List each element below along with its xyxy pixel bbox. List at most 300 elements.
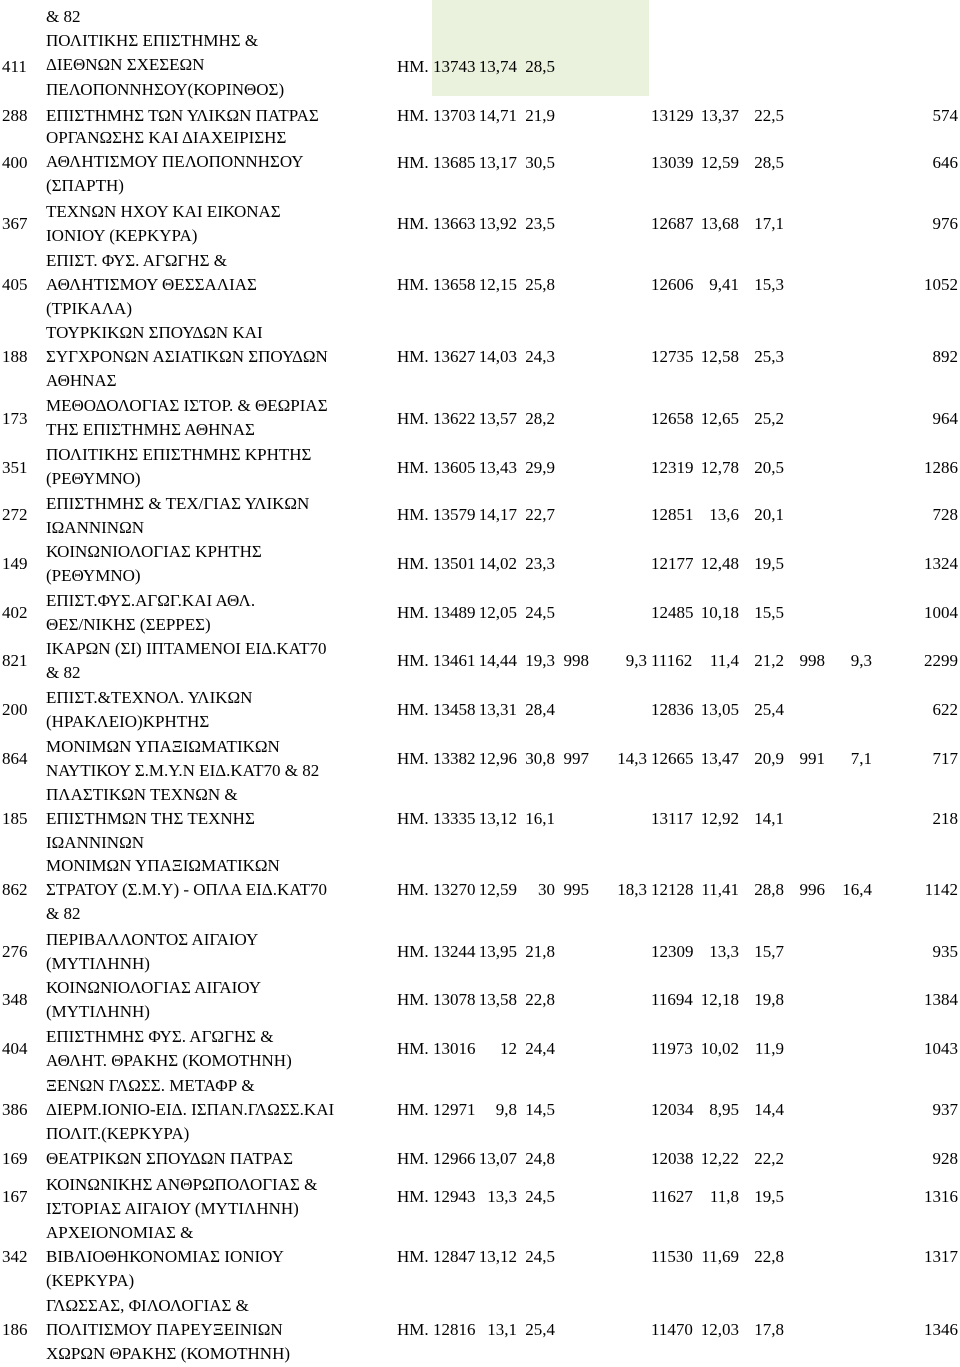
- rank: 2299: [924, 651, 958, 670]
- base-2: 12,22: [700, 1149, 739, 1168]
- department-name-line: ΜΕΘΟΔΟΛΟΓΙΑΣ ΙΣΤΟΡ. & ΘΕΩΡΙΑΣ: [46, 396, 328, 415]
- department-code: 862: [2, 880, 28, 899]
- score-2: 12034: [651, 1100, 694, 1119]
- base-1: 12,96: [478, 749, 517, 768]
- base-2: 11,69: [701, 1247, 739, 1266]
- department-code: 342: [2, 1247, 28, 1266]
- special-3: 996: [799, 880, 825, 899]
- score-1: 13270: [433, 880, 476, 899]
- department-name-line: ΔΙΕΘΝΩΝ ΣΧΕΣΕΩΝ: [46, 55, 205, 75]
- rank: 937: [932, 1100, 958, 1119]
- department-name-line: (ΜΥΤΙΛΗΝΗ): [46, 1002, 150, 1022]
- base-1: 14,02: [478, 554, 517, 573]
- department-name-line: (ΡΕΘΥΜΝΟ): [46, 566, 141, 586]
- department-name-line: ΝΑΥΤΙΚΟΥ Σ.Μ.Υ.Ν ΕΙΔ.ΚΑΤ70 & 82: [46, 761, 320, 781]
- percent-1: 24,5: [525, 1187, 555, 1206]
- department-name-line: ΠΟΛΙΤΙΣΜΟΥ ΠΑΡΕΥΞΕΙΝΙΩΝ: [46, 1320, 283, 1340]
- department-name-line: ΓΛΩΣΣΑΣ, ΦΙΛΟΛΟΓΙΑΣ &: [46, 1296, 249, 1315]
- rank: 1052: [924, 275, 958, 294]
- special-4: 9,3: [850, 651, 872, 670]
- base-1: 12,15: [478, 275, 517, 294]
- base-2: 11,4: [709, 651, 739, 670]
- score-1: 13335: [433, 809, 476, 828]
- department-name-line: ΚΟΙΝΩΝΙΚΗΣ ΑΝΘΡΩΠΟΛΟΓΙΑΣ &: [46, 1175, 318, 1194]
- base-1: 13,12: [478, 809, 517, 828]
- department-name-line: (ΤΡΙΚΑΛΑ): [46, 299, 132, 319]
- base-1: 13,31: [478, 700, 517, 719]
- hm-label: ΗΜ.: [397, 1149, 429, 1168]
- base-2: 11,41: [701, 880, 739, 899]
- percent-1: 29,9: [525, 458, 555, 477]
- department-name-line: ΕΠΙΣΤΗΜΩΝ ΤΗΣ ΤΕΧΝΗΣ: [46, 809, 255, 829]
- score-2: 12485: [651, 603, 694, 622]
- department-name-line: ΤΟΥΡΚΙΚΩΝ ΣΠΟΥΔΩΝ ΚΑΙ: [46, 323, 263, 342]
- score-2: 12735: [651, 347, 694, 366]
- score-2: 11694: [651, 990, 693, 1009]
- percent-2: 17,1: [754, 214, 784, 233]
- hm-label: ΗΜ.: [397, 554, 429, 573]
- department-name-line: ΠΟΛΙΤΙΚΗΣ ΕΠΙΣΤΗΜΗΣ ΚΡΗΤΗΣ: [46, 445, 312, 464]
- department-name: [46, 104, 396, 128]
- department-name-line: ΑΡΧΕΙΟΝΟΜΙΑΣ &: [46, 1223, 194, 1242]
- base-2: 10,18: [700, 603, 739, 622]
- department-name-line: ΙΟΝΙΟΥ (ΚΕΡΚΥΡΑ): [46, 226, 198, 246]
- base-1: 13,43: [478, 458, 517, 477]
- percent-2: 28,5: [754, 153, 784, 172]
- department-name: [46, 854, 396, 927]
- department-name-line: ΠΟΛΙΤΙΚΗΣ ΕΠΙΣΤΗΜΗΣ &: [46, 31, 259, 51]
- base-1: 13,92: [478, 214, 517, 233]
- percent-1: 25,8: [525, 275, 555, 294]
- hm-label: ΗΜ.: [397, 942, 429, 961]
- base-1: 13,57: [478, 409, 517, 428]
- base-2: 8,95: [709, 1100, 739, 1119]
- base-1: 13,3: [487, 1187, 517, 1206]
- score-1: 13579: [433, 505, 476, 524]
- base-2: 12,92: [700, 809, 739, 828]
- percent-2: 15,3: [754, 275, 784, 294]
- score-1: 13658: [433, 275, 476, 294]
- base-2: 12,58: [700, 347, 739, 366]
- highlighted-cell: [432, 0, 649, 96]
- percent-1: 24,8: [525, 1149, 555, 1168]
- department-name-line: ΘΕΑΤΡΙΚΩΝ ΣΠΟΥΔΩΝ ΠΑΤΡΑΣ: [46, 1149, 294, 1168]
- department-name-line: ΠΟΛΙΤ.(ΚΕΡΚΥΡΑ): [46, 1124, 190, 1144]
- department-name-line: ΙΣΤΟΡΙΑΣ ΑΙΓΑΙΟΥ (ΜΥΤΙΛΗΝΗ): [46, 1199, 299, 1219]
- base-2: 13,68: [700, 214, 739, 233]
- score-2: 13117: [651, 809, 693, 828]
- department-name: [46, 1221, 396, 1294]
- percent-1: 25,4: [525, 1320, 555, 1339]
- hm-label: ΗΜ.: [397, 880, 429, 899]
- rank: 717: [932, 749, 958, 768]
- hm-label: ΗΜ.: [397, 809, 429, 828]
- score-2: 12128: [651, 880, 694, 899]
- score-1: 13016: [433, 1039, 476, 1058]
- base-2: 12,65: [700, 409, 739, 428]
- score-1: 12816: [433, 1320, 476, 1339]
- score-2: 12038: [651, 1149, 694, 1168]
- percent-2: 22,5: [754, 106, 784, 125]
- hm-label: ΗΜ.: [397, 409, 429, 428]
- department-name: [46, 589, 396, 637]
- score-2: 12177: [651, 554, 694, 573]
- hm-label: ΗΜ.: [397, 1039, 429, 1058]
- department-name-line: ΧΩΡΩΝ ΘΡΑΚΗΣ (ΚΟΜΟΤΗΝΗ): [46, 1344, 291, 1364]
- base-2: 10,02: [700, 1039, 739, 1058]
- rank: 935: [932, 942, 958, 961]
- score-2: 12851: [651, 505, 694, 524]
- percent-1: 28,4: [525, 700, 555, 719]
- base-2: 13,3: [709, 942, 739, 961]
- department-name: [46, 1147, 396, 1171]
- base-1: 12,05: [478, 603, 517, 622]
- rank: 892: [932, 347, 958, 366]
- score-2: 12687: [651, 214, 694, 233]
- department-code: 169: [2, 1149, 28, 1168]
- department-name: [46, 637, 396, 685]
- department-name-line: ΘΕΣ/ΝΙΚΗΣ (ΣΕΡΡΕΣ): [46, 615, 211, 635]
- department-name-line: ΠΛΑΣΤΙΚΩΝ ΤΕΧΝΩΝ &: [46, 785, 238, 804]
- special-2: 14,3: [617, 749, 647, 768]
- department-name-line: ΜΟΝΙΜΩΝ ΥΠΑΞΙΩΜΑΤΙΚΩΝ: [46, 856, 280, 875]
- department-code: 272: [2, 505, 28, 524]
- score-1: 13501: [433, 554, 476, 573]
- hm-label: ΗΜ.: [397, 990, 429, 1009]
- rank: 622: [932, 700, 958, 719]
- hm-label: ΗΜ.: [397, 1100, 429, 1119]
- department-name: [46, 686, 396, 734]
- percent-2: 17,8: [754, 1320, 784, 1339]
- score-2: 12309: [651, 942, 694, 961]
- rank: 976: [932, 214, 958, 233]
- percent-1: 14,5: [525, 1100, 555, 1119]
- rank: 1346: [924, 1320, 958, 1339]
- score-2: 12665: [651, 749, 694, 768]
- special-1: 995: [563, 880, 589, 899]
- score-1: 13703: [433, 106, 476, 125]
- department-code: 188: [2, 347, 28, 366]
- hm-label: ΗΜ.: [397, 749, 429, 768]
- hm-label: ΗΜ.: [397, 1187, 429, 1206]
- hm-label: ΗΜ.: [397, 458, 429, 477]
- score-2: 11973: [651, 1039, 693, 1058]
- department-name-line: & 82: [46, 7, 81, 26]
- department-name-line: ΣΤΡΑΤΟΥ (Σ.Μ.Υ) - ΟΠΛΑ ΕΙΔ.ΚΑΤ70: [46, 880, 328, 900]
- percent-1: 30,8: [525, 749, 555, 768]
- department-name-line: ΕΠΙΣΤΗΜΗΣ & ΤΕΧ/ΓΙΑΣ ΥΛΙΚΩΝ: [46, 494, 310, 513]
- department-name-line: ΞΕΝΩΝ ΓΛΩΣΣ. ΜΕΤΑΦΡ &: [46, 1076, 255, 1095]
- base-2: 9,41: [709, 275, 739, 294]
- percent-1: 19,3: [525, 651, 555, 670]
- special-3: 998: [799, 651, 825, 670]
- special-2: 18,3: [617, 880, 647, 899]
- department-name-line: ΕΠΙΣΤΗΜΗΣ ΤΩΝ ΥΛΙΚΩΝ ΠΑΤΡΑΣ: [46, 106, 319, 125]
- score-1: 12943: [433, 1187, 476, 1206]
- department-name: [46, 492, 396, 540]
- special-3: 991: [799, 749, 825, 768]
- department-code: 821: [2, 651, 28, 670]
- base-2: 13,47: [700, 749, 739, 768]
- department-name-line: & 82: [46, 904, 81, 924]
- score-1: 13627: [433, 347, 476, 366]
- department-name-line: ΠΕΡΙΒΑΛΛΟΝΤΟΣ ΑΙΓΑΙΟΥ: [46, 930, 259, 949]
- percent-2: 22,2: [754, 1149, 784, 1168]
- department-name-line: (ΣΠΑΡΤΗ): [46, 176, 124, 196]
- percent-1: 24,3: [525, 347, 555, 366]
- department-code: 185: [2, 809, 28, 828]
- hm-label: ΗΜ.: [397, 505, 429, 524]
- hm-label: ΗΜ.: [397, 106, 429, 125]
- department-name: [46, 1025, 396, 1073]
- hm-label: ΗΜ.: [397, 700, 429, 719]
- percent-1: 16,1: [525, 809, 555, 828]
- department-code: 405: [2, 275, 28, 294]
- base-1: 13,95: [478, 942, 517, 961]
- rank: 218: [932, 809, 958, 828]
- percent-1: 22,8: [525, 990, 555, 1009]
- hm-label: ΗΜ.: [397, 603, 429, 622]
- base-2: 12,18: [700, 990, 739, 1009]
- department-name: [46, 783, 396, 856]
- base-2: 13,05: [700, 700, 739, 719]
- department-name-line: ΑΘΛΗΤ. ΘΡΑΚΗΣ (ΚΟΜΟΤΗΝΗ): [46, 1051, 292, 1071]
- hm-label: ΗΜ.: [397, 275, 429, 294]
- department-name: [46, 540, 396, 588]
- base-1: 13,58: [478, 990, 517, 1009]
- base-1: 14,71: [478, 106, 517, 125]
- department-name-line: & 82: [46, 663, 81, 683]
- department-name-line: ΕΠΙΣΤ.ΦΥΣ.ΑΓΩΓ.ΚΑΙ ΑΘΛ.: [46, 591, 256, 610]
- hm-label: ΗΜ.: [397, 651, 429, 670]
- hm-label: ΗΜ.: [397, 57, 429, 76]
- score-2: 13039: [651, 153, 694, 172]
- score-2: 11162: [651, 651, 693, 670]
- department-name-line: ΤΕΧΝΩΝ ΗΧΟΥ ΚΑΙ ΕΙΚΟΝΑΣ: [46, 202, 281, 221]
- hm-label: ΗΜ.: [397, 1320, 429, 1339]
- score-2: 11627: [651, 1187, 693, 1206]
- percent-2: 15,5: [754, 603, 784, 622]
- department-name-line: (ΜΥΤΙΛΗΝΗ): [46, 954, 150, 974]
- department-name-line: ΕΠΙΣΤ.&ΤΕΧΝΟΛ. ΥΛΙΚΩΝ: [46, 688, 253, 707]
- department-name-line: ΜΟΝΙΜΩΝ ΥΠΑΞΙΩΜΑΤΙΚΩΝ: [46, 737, 280, 756]
- department-code: 149: [2, 554, 28, 573]
- percent-1: 21,8: [525, 942, 555, 961]
- percent-2: 22,8: [754, 1247, 784, 1266]
- rank: 1384: [924, 990, 958, 1009]
- rank: 1142: [924, 880, 958, 899]
- department-name: [46, 443, 396, 491]
- base-2: 13,6: [709, 505, 739, 524]
- percent-2: 20,1: [754, 505, 784, 524]
- percent-1: 28,2: [525, 409, 555, 428]
- department-code: 276: [2, 942, 28, 961]
- department-name-line: (ΡΕΘΥΜΝΟ): [46, 469, 141, 489]
- hm-label: ΗΜ.: [397, 1247, 429, 1266]
- percent-2: 19,5: [754, 1187, 784, 1206]
- department-code: 864: [2, 749, 28, 768]
- score-1: 13743: [433, 57, 476, 76]
- score-2: 12319: [651, 458, 694, 477]
- percent-2: 11,9: [754, 1039, 784, 1058]
- department-name-line: ΤΗΣ ΕΠΙΣΤΗΜΗΣ ΑΘΗΝΑΣ: [46, 420, 255, 440]
- score-1: 13605: [433, 458, 476, 477]
- percent-1: 28,5: [525, 57, 555, 76]
- percent-1: 21,9: [525, 106, 555, 125]
- department-name-line: ΔΙΕΡΜ.ΙΟΝΙΟ-ΕΙΔ. ΙΣΠΑΝ.ΓΛΩΣΣ.ΚΑΙ: [46, 1100, 335, 1120]
- rank: 1004: [924, 603, 958, 622]
- base-1: 13,1: [487, 1320, 517, 1339]
- rank: 646: [932, 153, 958, 172]
- score-2: 12606: [651, 275, 694, 294]
- department-name-line: ΑΘΛΗΤΙΣΜΟΥ ΘΕΣΣΑΛΙΑΣ: [46, 275, 257, 295]
- rank: 1043: [924, 1039, 958, 1058]
- percent-1: 24,4: [525, 1039, 555, 1058]
- department-name-line: (ΚΕΡΚΥΡΑ): [46, 1271, 135, 1291]
- department-name-line: ΠΕΛΟΠΟΝΝΗΣΟΥ(ΚΟΡΙΝΘΟΣ): [46, 79, 285, 99]
- hm-label: ΗΜ.: [397, 153, 429, 172]
- base-1: 12: [500, 1039, 517, 1058]
- department-name-line: ΟΡΓΑΝΩΣΗΣ ΚΑΙ ΔΙΑΧΕΙΡΙΣΗΣ: [46, 128, 287, 147]
- base-1: 14,44: [478, 651, 517, 670]
- percent-2: 21,2: [754, 651, 784, 670]
- department-code: 402: [2, 603, 28, 622]
- rank: 1286: [924, 458, 958, 477]
- department-name-line: (ΗΡΑΚΛΕΙΟ)ΚΡΗΤΗΣ: [46, 712, 210, 732]
- score-2: 11470: [651, 1320, 693, 1339]
- base-2: 13,37: [700, 106, 739, 125]
- special-1: 998: [563, 651, 589, 670]
- score-2: 13129: [651, 106, 694, 125]
- score-1: 13622: [433, 409, 476, 428]
- department-name-line: ΑΘΗΝΑΣ: [46, 371, 117, 391]
- percent-1: 23,3: [525, 554, 555, 573]
- percent-2: 14,1: [754, 809, 784, 828]
- department-name-line: ΙΩΑΝΝΙΝΩΝ: [46, 833, 144, 853]
- percent-1: 23,5: [525, 214, 555, 233]
- rank: 728: [932, 505, 958, 524]
- department-name-line: ΕΠΙΣΤΗΜΗΣ ΦΥΣ. ΑΓΩΓΗΣ &: [46, 1027, 274, 1046]
- score-1: 13663: [433, 214, 476, 233]
- special-2: 9,3: [625, 651, 647, 670]
- score-1: 12847: [433, 1247, 476, 1266]
- percent-2: 19,5: [754, 554, 784, 573]
- department-code: 400: [2, 153, 28, 172]
- percent-2: 28,8: [754, 880, 784, 899]
- base-2: 11,8: [709, 1187, 739, 1206]
- percent-2: 14,4: [754, 1100, 784, 1119]
- percent-2: 15,7: [754, 942, 784, 961]
- department-name: [46, 394, 396, 442]
- department-name-line: ΑΘΛΗΤΙΣΜΟΥ ΠΕΛΟΠΟΝΝΗΣΟΥ: [46, 152, 304, 172]
- department-code: 186: [2, 1320, 28, 1339]
- department-code: 348: [2, 990, 28, 1009]
- percent-1: 24,5: [525, 603, 555, 622]
- department-code: 404: [2, 1039, 28, 1058]
- department-code: 288: [2, 106, 28, 125]
- percent-1: 30,5: [525, 153, 555, 172]
- base-1: 12,59: [478, 880, 517, 899]
- department-code: 167: [2, 1187, 28, 1206]
- base-2: 12,78: [700, 458, 739, 477]
- department-name-line: ΚΟΙΝΩΝΙΟΛΟΓΙΑΣ ΑΙΓΑΙΟΥ: [46, 978, 262, 997]
- department-name: [46, 1074, 396, 1147]
- rank: 928: [932, 1149, 958, 1168]
- percent-2: 19,8: [754, 990, 784, 1009]
- special-1: 997: [563, 749, 589, 768]
- department-name: [46, 249, 396, 322]
- base-2: 12,48: [700, 554, 739, 573]
- score-2: 11530: [651, 1247, 693, 1266]
- department-name: [46, 5, 396, 102]
- rank: 1317: [924, 1247, 958, 1266]
- score-1: 13685: [433, 153, 476, 172]
- department-name: [46, 1173, 396, 1221]
- base-1: 13,12: [478, 1247, 517, 1266]
- special-4: 7,1: [850, 749, 872, 768]
- department-name: [46, 928, 396, 976]
- hm-label: ΗΜ.: [397, 214, 429, 233]
- department-name-line: ΙΩΑΝΝΙΝΩΝ: [46, 518, 144, 538]
- rank: 1316: [924, 1187, 958, 1206]
- department-name: [46, 321, 396, 394]
- department-name-line: ΣΥΓΧΡΟΝΩΝ ΑΣΙΑΤΙΚΩΝ ΣΠΟΥΔΩΝ: [46, 347, 328, 367]
- department-code: 351: [2, 458, 28, 477]
- department-code: 200: [2, 700, 28, 719]
- department-name-line: ΙΚΑΡΩΝ (ΣΙ) ΙΠΤΑΜΕΝΟΙ ΕΙΔ.ΚΑΤ70: [46, 639, 327, 658]
- percent-2: 25,2: [754, 409, 784, 428]
- percent-2: 25,3: [754, 347, 784, 366]
- department-code: 411: [2, 57, 27, 76]
- base-1: 13,17: [478, 153, 517, 172]
- percent-1: 30: [538, 880, 555, 899]
- special-4: 16,4: [842, 880, 872, 899]
- score-2: 12836: [651, 700, 694, 719]
- score-1: 13461: [433, 651, 476, 670]
- score-1: 13382: [433, 749, 476, 768]
- department-name: [46, 126, 396, 199]
- department-name: [46, 976, 396, 1024]
- percent-2: 20,9: [754, 749, 784, 768]
- rank: 964: [932, 409, 958, 428]
- rank: 1324: [924, 554, 958, 573]
- score-2: 12658: [651, 409, 694, 428]
- department-name: [46, 200, 396, 248]
- department-name: [46, 735, 396, 783]
- department-name-line: ΕΠΙΣΤ. ΦΥΣ. ΑΓΩΓΗΣ &: [46, 251, 227, 270]
- base-1: 9,8: [495, 1100, 517, 1119]
- base-1: 13,07: [478, 1149, 517, 1168]
- score-1: 13244: [433, 942, 476, 961]
- score-1: 13078: [433, 990, 476, 1009]
- department-name-line: ΚΟΙΝΩΝΙΟΛΟΓΙΑΣ ΚΡΗΤΗΣ: [46, 542, 262, 561]
- base-2: 12,03: [700, 1320, 739, 1339]
- department-code: 386: [2, 1100, 28, 1119]
- hm-label: ΗΜ.: [397, 347, 429, 366]
- department-name-line: ΒΙΒΛΙΟΘΗΚΟΝΟΜΙΑΣ ΙΟΝΙΟΥ: [46, 1247, 284, 1267]
- score-1: 12971: [433, 1100, 476, 1119]
- score-1: 13489: [433, 603, 476, 622]
- base-1: 14,03: [478, 347, 517, 366]
- score-1: 12966: [433, 1149, 476, 1168]
- percent-2: 20,5: [754, 458, 784, 477]
- department-name: [46, 1294, 396, 1367]
- department-code: 367: [2, 214, 28, 233]
- percent-1: 24,5: [525, 1247, 555, 1266]
- base-1: 13,74: [478, 57, 517, 76]
- score-1: 13458: [433, 700, 476, 719]
- base-2: 12,59: [700, 153, 739, 172]
